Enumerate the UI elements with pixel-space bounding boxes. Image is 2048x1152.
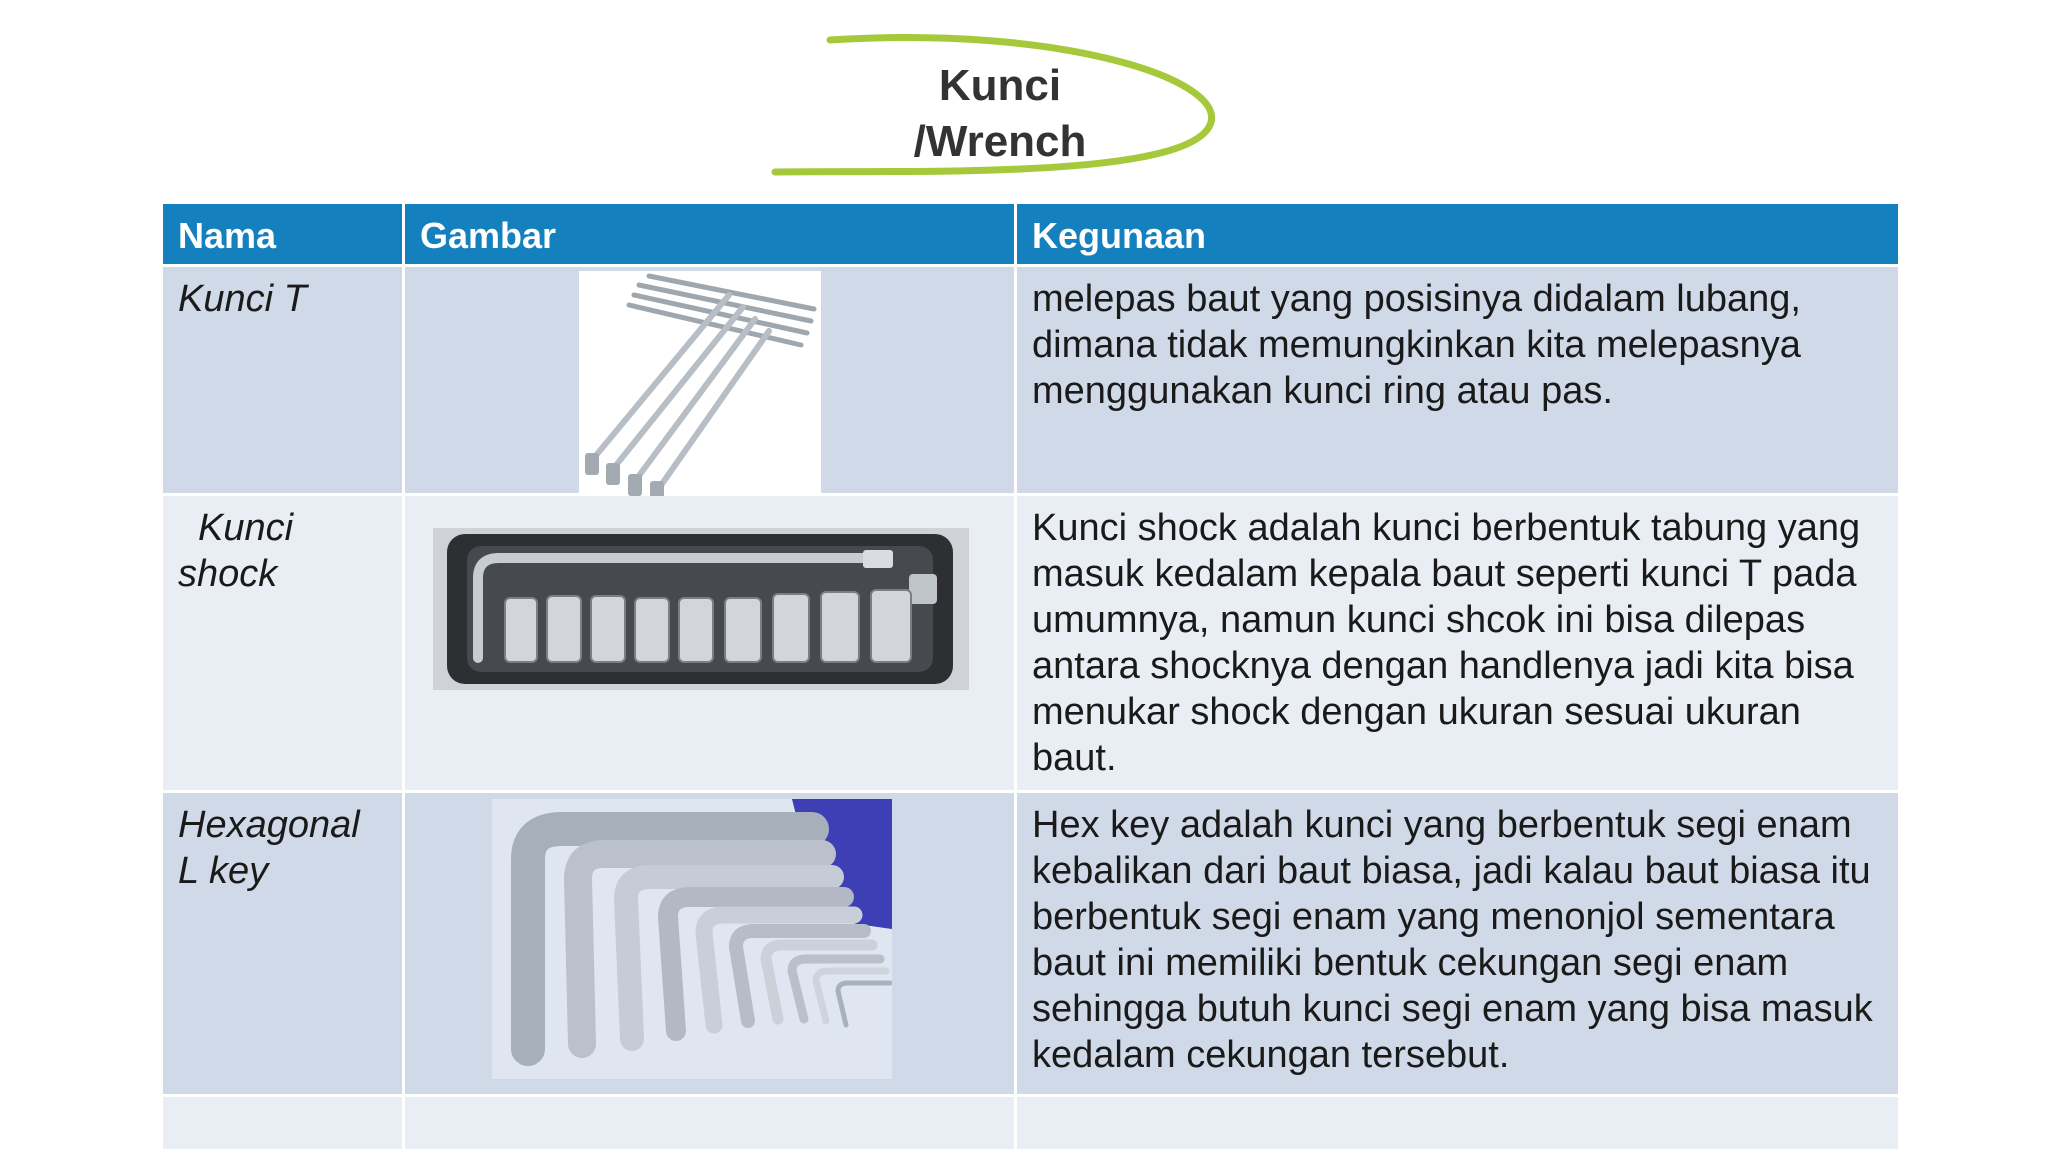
row-usage-cell [1016, 792, 1900, 1096]
row-image-cell [404, 266, 1016, 495]
row-name-line-1: Kunci [198, 507, 294, 549]
row-usage: melepas baut yang posisinya didalam lubang, dimana tidak memungkinkan kita melepasnya menggunakan kunci ring atau pas. [1032, 278, 1801, 412]
t-wrench-set-photo-icon [579, 271, 821, 501]
row-name-line-2: L key [178, 850, 269, 892]
row-image-cell [404, 495, 1016, 792]
title-line-1: Kunci [938, 61, 1062, 110]
title-line-2: /Wrench [913, 117, 1087, 166]
table-header-row [162, 203, 1900, 266]
row-image-cell [404, 792, 1016, 1096]
header-nama: Nama [162, 203, 404, 266]
row-usage-cell [1016, 266, 1900, 495]
table-row [162, 1096, 1900, 1151]
header-kegunaan: Kegunaan [1016, 203, 1900, 266]
row-name-cell [162, 495, 404, 792]
row-name-line-1: Hexagonal [178, 804, 360, 846]
row-name: Kunci T [178, 278, 307, 320]
table-row [162, 266, 1900, 495]
row-usage: Kunci shock adalah kunci berbentuk tabung yang masuk kedalam kepala baut seperti kunci T pada umumnya, namun kunci shcok ini bisa dilepas antara shocknya dengan handlenya jadi kita bisa menukar shock dengan ukuran sesuai ukuran baut. [1032, 507, 1861, 779]
row-usage-cell [1016, 1096, 1900, 1151]
row-usage-cell [1016, 495, 1900, 792]
row-name-line-2: shock [178, 553, 278, 595]
table-row [162, 495, 1900, 792]
row-name-cell [162, 1096, 404, 1151]
header-gambar: Gambar [404, 203, 1016, 266]
title-text [880, 58, 1120, 170]
hex-key-set-photo-icon [492, 799, 892, 1079]
wrench-table [160, 201, 1901, 1152]
socket-wrench-set-photo-icon [433, 528, 969, 690]
table-row [162, 792, 1900, 1096]
row-usage: Hex key adalah kunci yang berbentuk segi enam kebalikan dari baut biasa, jadi kalau baut biasa itu berbentuk segi enam yang menonjol sementara baut ini memiliki bentuk cekungan segi enam sehingga butuh kunci segi enam yang bisa masuk kedalam cekungan tersebut. [1032, 804, 1873, 1076]
slide-title [760, 30, 1220, 180]
row-image-cell [404, 1096, 1016, 1151]
row-name-cell [162, 792, 404, 1096]
row-name-cell [162, 266, 404, 495]
